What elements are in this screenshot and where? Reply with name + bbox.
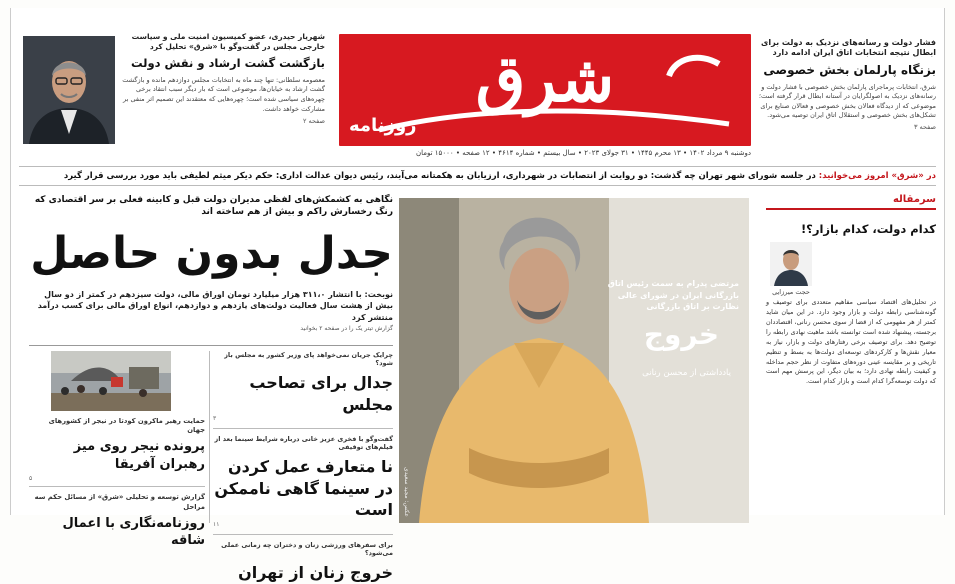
news-item[interactable] bbox=[213, 541, 393, 584]
lead-story[interactable] bbox=[29, 194, 393, 332]
editorial-body: در تحلیل‌های اقتصاد سیاسی مفاهیم متعددی برای توصیف و گونه‌شناسی رابطه دولت و بازار وجود دارد. در این میان شاید کمتر از هر مفهومی که از قضا از سوی محسن رنانی، اقتصاددان برجسته، پیشنهاد شده است توانسته باشد ماهیت نهادی رابطه را توضیح دهد. برای توصیف برخی رفتارهای دولت و بازار، نیاز به معیار نقش‌ها و کارکردهای توسعه‌ای دولت‌ها به بسط و تنظیم تاریخی و بر مقایسه عینی دوره‌های متفاوت از نظر حجم مداخله و کیفیت رابطه نهادی دارد؛ به بیان دیگر، این پرسش مهم است که دولت توسعه‌گرا کدام است و بازار کدام است. bbox=[766, 298, 936, 386]
editorial-headline: کدام دولت، کدام بازار؟! bbox=[800, 222, 936, 236]
news-item[interactable] bbox=[213, 351, 393, 422]
news-headline: روزنامه‌نگاری با اعمال شاقه bbox=[62, 515, 205, 549]
ticker-text: در جلسه شورای شهر تهران چه گذشت: دو روایت از انتصابات در شهرداری، ارزیابان به هکمتانه می‌آیند، رئیس دیوان عدالت اداری: حکم دیکر میثم لطیفی باید مورد بررسی قرار گیرد bbox=[63, 171, 816, 181]
photo-credit: عکس: مجید سعیدی bbox=[403, 466, 410, 517]
page-number: ۵ bbox=[29, 475, 33, 483]
story-kicker: فشار دولت و رسانه‌های نزدیک به دولت برای ابطال نتیجه انتخابات اتاق ایران ادامه دارد bbox=[761, 38, 936, 57]
masthead-logo bbox=[339, 34, 751, 146]
news-headline: جدال برای تصاحب مجلس bbox=[249, 373, 393, 414]
news-item[interactable] bbox=[29, 493, 205, 549]
news-item[interactable] bbox=[29, 417, 205, 482]
news-headline: نا متعارف عمل کردن در سینما گاهی ناممکن است bbox=[214, 457, 393, 520]
today-ticker[interactable] bbox=[19, 166, 936, 186]
news-kicker: حمایت رهبر ماکرون کودتا در نیجر از کشورهای جهان bbox=[48, 417, 205, 435]
story-kicker: شهریار حیدری، عضو کمیسیون امنیت ملی و سیاست خارجی مجلس در گفت‌وگو با «شرق» تحلیل کرد bbox=[131, 32, 325, 51]
story-body: شرق، انتخابات پرماجرای پارلمان بخش خصوصی با فشار دولت و رسانه‌های نزدیک به اصولگرایان در آستانه ابطال قرار گرفته است؛ موضوعی که از دیدگاه فعالان بخش خصوصی و فعالان صنایع برای تشکل‌های بخش خصوصی و استقلال اتاق ایران توصیه می‌شود. bbox=[758, 83, 936, 120]
editorial-column[interactable] bbox=[766, 194, 936, 387]
page-number: ۳ bbox=[213, 415, 217, 423]
logo-wordmark: شرق bbox=[475, 42, 615, 117]
niger-photo bbox=[51, 351, 171, 411]
news-kicker: برای سفرهای ورزشی زنان و دختران چه زمانی عملی می‌شود؟ bbox=[221, 540, 393, 557]
page-ref: صفحه ۳ bbox=[913, 122, 936, 131]
portrait-photo bbox=[23, 36, 115, 144]
ticker-label: در «شرق» امروز می‌خوانید: bbox=[818, 171, 936, 181]
lead-headline: جدل بدون حاصل bbox=[30, 228, 393, 280]
author-box bbox=[766, 242, 936, 296]
top-right-story[interactable] bbox=[756, 38, 936, 131]
divider bbox=[29, 345, 393, 346]
news-column-left bbox=[29, 351, 205, 550]
feature-headline: خروج bbox=[643, 318, 719, 351]
section-label: سرمقاله bbox=[766, 194, 936, 210]
dateline: دوشنبه ۹ مرداد ۱۴۰۲ • ۱۳ محرم ۱۴۴۵ • ۳۱ جولای ۲۰۲۳ • سال بیستم • شماره ۴۶۱۴ • ۱۲ صفحه • ۱۵۰۰۰ تومان bbox=[415, 149, 751, 157]
author-photo bbox=[770, 242, 812, 286]
news-column-middle bbox=[213, 351, 393, 584]
lead-report-ref: گزارش تیتر یک را در صفحه ۲ بخوانید bbox=[300, 325, 393, 333]
logo-subtitle: روزنامه bbox=[349, 115, 417, 136]
feature-subline: یادداشتی از محسن رنانی bbox=[642, 368, 731, 378]
news-item[interactable] bbox=[213, 435, 393, 528]
story-headline: بزنگاه پارلمان بخش خصوصی bbox=[763, 63, 936, 77]
divider bbox=[213, 428, 393, 429]
page-number: ۱۱ bbox=[213, 520, 220, 528]
author-name: حجت میرزایی bbox=[772, 288, 810, 296]
top-left-story[interactable] bbox=[117, 32, 325, 125]
news-kicker: گفت‌وگو با فخری عزیز خانی درباره شرایط سینما بعد از فیلم‌های توقیفی bbox=[214, 435, 393, 452]
lead-body: نوبخت: با انتشار ۳۱۱،۰ هزار میلیارد تومان اوراق مالی، دولت سیزدهم در کمتر از دو سال بیش از هشت سال فعالیت دولت‌های یازدهم و دوازدهم، انواع اوراق مالی برای کسب درآمد منتشر کرد bbox=[37, 289, 393, 322]
feature-illustration bbox=[399, 198, 749, 523]
feature-photo[interactable] bbox=[399, 198, 749, 523]
lead-kicker: نگاهی به کشمکش‌های لفظی مدیران دولت قبل و کابینه فعلی بر سر اقتصادی که رنگ رخسارش راکم و بیش از هم ساخته اند bbox=[34, 195, 393, 218]
column-divider bbox=[209, 351, 210, 523]
story-headline: بازگشت گشت ارشاد و نقش دولت bbox=[130, 55, 325, 70]
divider bbox=[29, 486, 205, 487]
news-kicker: چرایک جریان نمی‌خواهد پای وزیر کشور به مجلس باز شود؟ bbox=[224, 351, 393, 367]
news-kicker: گزارش توسعه و تحلیلی «شرق» از مسائل حکم سه مراحل bbox=[34, 493, 205, 511]
news-headline: خروج زنان از تهران bbox=[238, 562, 393, 582]
news-headline: پرونده نیجر روی میز رهبران آفریقا bbox=[73, 439, 205, 472]
story-body: معصومه سلطانی: تنها چند ماه به انتخابات مجلس دوازدهم مانده و بازگشت گشت ارشاد به خیابان‌ها، موضوعی است که بار دیگر سبب انتقاد برخی چهره‌های سیاسی شده است؛ چهره‌هایی که معتقدند این تصمیم اثر منفی بر مشارکت خواهد داشت. bbox=[122, 75, 325, 113]
divider bbox=[213, 534, 393, 535]
feature-caption: مرتضی پدرام به سمت رئیس اتاق بازرگانی ایران در شورای عالی نظارت بر اتاق بازرگانی bbox=[607, 279, 739, 312]
page-ref: صفحه ۲ bbox=[302, 116, 325, 125]
newspaper-front-page bbox=[10, 8, 945, 582]
